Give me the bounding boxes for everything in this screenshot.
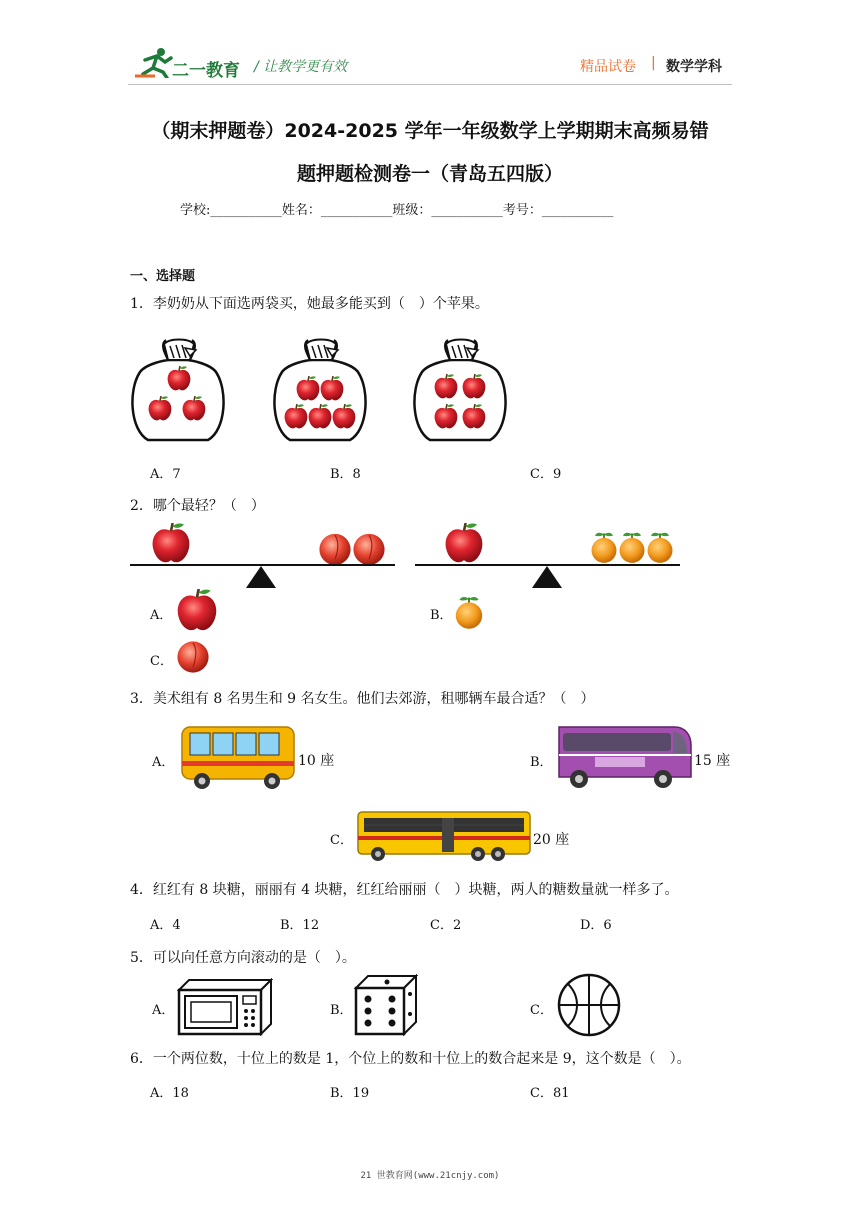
q1-option-b[interactable]: B．8: [330, 467, 361, 482]
q3-option-a[interactable]: A．: [152, 755, 175, 770]
q1-option-a[interactable]: A．7: [150, 467, 181, 482]
q3-seat-label-b: 15 座: [694, 753, 731, 769]
q5-option-b[interactable]: B．: [330, 1003, 353, 1018]
apple-bag-4: [412, 330, 512, 442]
q2-option-b[interactable]: B．: [430, 608, 453, 623]
balance-fulcrum-2: [532, 566, 562, 588]
question-2-stem: 2．哪个最轻？（ ）: [130, 498, 265, 514]
student-info-line: 学校:___________姓名：___________班级：___________考号：___________: [180, 203, 614, 218]
q4-option-a[interactable]: A．4: [150, 918, 181, 933]
q4-option-d[interactable]: D．6: [580, 918, 612, 933]
slogan: / 让教学更有效: [254, 59, 348, 75]
basketball-icon: [556, 972, 622, 1038]
q5-option-a[interactable]: A．: [152, 1003, 175, 1018]
q3-seat-label-c: 20 座: [533, 832, 570, 848]
peach-icon: [318, 531, 352, 565]
q2-option-c[interactable]: C．: [150, 654, 173, 669]
q3-option-b[interactable]: B．: [530, 755, 553, 770]
apple-icon: [176, 589, 218, 633]
q4-option-c[interactable]: C．2: [430, 918, 462, 933]
peach-icon: [176, 640, 210, 674]
header-divider: [128, 84, 732, 85]
small-bus-icon: [180, 725, 296, 791]
section-heading: 一、选择题: [130, 269, 196, 284]
dice-icon: [354, 974, 418, 1036]
large-bus-icon: [356, 808, 532, 864]
coach-bus-icon: [555, 721, 695, 793]
header-separator: |: [651, 55, 656, 71]
apple-icon: [443, 523, 485, 565]
question-5-stem: 5．可以向任意方向滚动的是（ ）。: [130, 950, 356, 966]
logo-text: 二一教育: [172, 61, 240, 81]
question-4-stem: 4．红红有 8 块糖，丽丽有 4 块糖，红红给丽丽（ ）块糖，两人的糖数量就一样多了。: [130, 882, 679, 898]
q6-option-a[interactable]: A．18: [150, 1086, 189, 1101]
apple-icon: [150, 523, 192, 565]
q1-option-c[interactable]: C．9: [530, 467, 562, 482]
peach-icon: [352, 531, 386, 565]
q4-option-b[interactable]: B．12: [280, 918, 320, 933]
question-3-stem: 3．美术组有 8 名男生和 9 名女生。他们去郊游，租哪辆车最合适？（ ）: [130, 691, 595, 707]
page-title-line1: （期末押题卷）2024-2025 学年一年级数学上学期期末高频易错: [151, 120, 709, 142]
question-1-stem: 1．李奶奶从下面选两袋买，她最多能买到（ ）个苹果。: [130, 296, 489, 312]
page-title-line2: 题押题检测卷一（青岛五四版）: [296, 163, 563, 185]
q2-option-a[interactable]: A．: [150, 608, 173, 623]
orange-icon: [646, 530, 674, 564]
orange-icon: [454, 594, 484, 630]
q5-option-c[interactable]: C．: [530, 1003, 553, 1018]
footer-source: 21 世教育网(www.21cnjy.com): [360, 1171, 500, 1181]
apple-bag-5: [272, 330, 372, 442]
subject-label: 数学学科: [666, 59, 722, 75]
badge-label: 精品试卷: [580, 59, 636, 75]
q3-option-c[interactable]: C．: [330, 833, 353, 848]
q6-option-c[interactable]: C．81: [530, 1086, 570, 1101]
balance-fulcrum-1: [246, 566, 276, 588]
orange-icon: [618, 530, 646, 564]
orange-icon: [590, 530, 618, 564]
apple-bag-3: [130, 330, 230, 442]
microwave-icon: [177, 978, 273, 1036]
logo-runner-icon: [135, 46, 175, 78]
question-6-stem: 6．一个两位数，十位上的数是 1，个位上的数和十位上的数合起来是 9，这个数是（ ）。: [130, 1051, 691, 1067]
q3-seat-label-a: 10 座: [298, 753, 335, 769]
q6-option-b[interactable]: B．19: [330, 1086, 370, 1101]
logo: [135, 46, 175, 82]
